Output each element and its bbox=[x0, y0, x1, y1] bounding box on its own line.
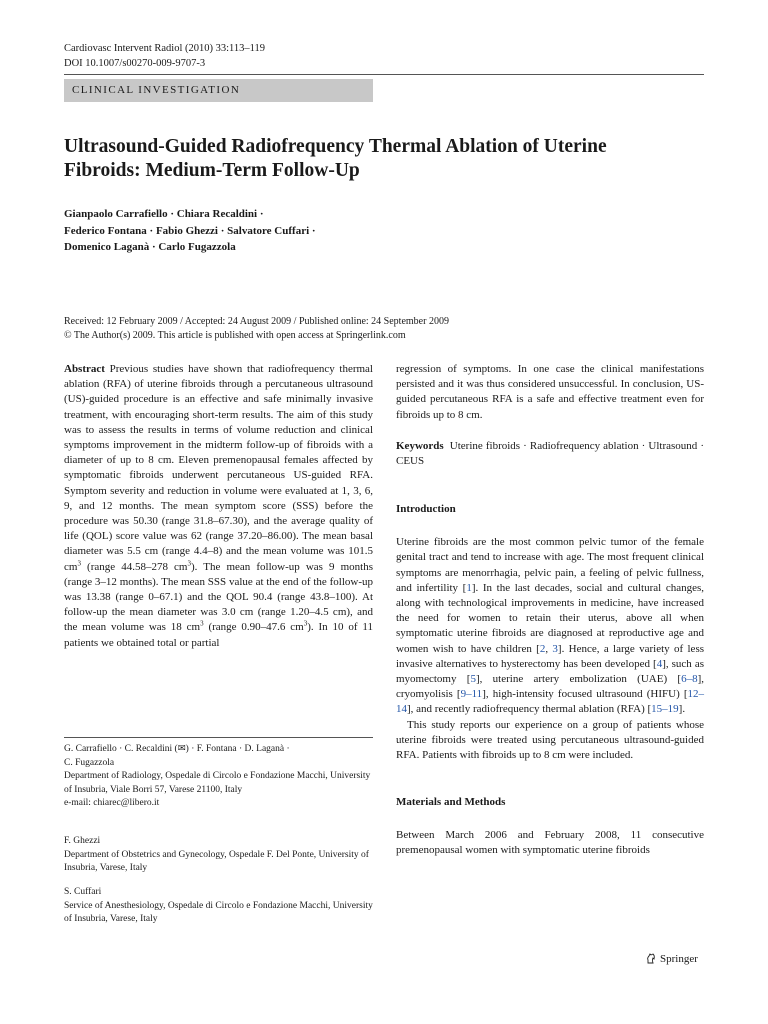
affiliation-block-1 bbox=[64, 743, 373, 811]
author-list bbox=[64, 206, 704, 256]
publisher-footer bbox=[645, 952, 698, 966]
abstract-text: (range 44.58–278 cm bbox=[80, 560, 188, 573]
reference-link[interactable]: 12–14 bbox=[396, 688, 704, 716]
author-line: Federico Fontana · Fabio Ghezzi · Salvatore Cuffari · bbox=[64, 224, 316, 237]
intro-text: ], cryomyolisis [ bbox=[396, 673, 704, 701]
affiliation-name: S. Cuffari bbox=[64, 887, 102, 897]
author-line: Domenico Laganà · Carlo Fugazzola bbox=[64, 241, 236, 253]
affiliation-department: Department of Obstetrics and Gynecology, Ospedale F. Del Ponte, University of Insubria, Varese, Italy bbox=[64, 849, 369, 874]
reference-link[interactable]: 6–8 bbox=[681, 673, 698, 686]
superscript: 3 bbox=[77, 558, 81, 567]
superscript: 3 bbox=[187, 558, 191, 567]
reference-link[interactable]: 4 bbox=[656, 657, 663, 670]
section-banner bbox=[64, 79, 373, 102]
affiliation-authors-text: ) · F. Fontana · D. Laganà · bbox=[185, 744, 290, 754]
abstract-text: ). The mean follow-up was 9 months (range 3–12 months). The mean SSS value at the end of the follow-up was 13.38 (range 0–67.1) and the QOL 90.4 (range 43.8–100). At follow-up the mean diameter was 3.0 cm (range 1.20–4.5 cm), and the mean volume was 18 cm bbox=[64, 560, 373, 634]
right-column bbox=[396, 362, 704, 859]
abstract-text: (range 0.90–47.6 cm bbox=[203, 621, 304, 634]
reference-link[interactable]: 5 bbox=[470, 673, 476, 686]
introduction-heading: Introduction bbox=[396, 503, 456, 516]
reference-link[interactable]: 15–19 bbox=[651, 703, 679, 716]
affiliation-block-3 bbox=[64, 886, 373, 927]
intro-text: ]. Hence, a large variety of less invasive alternatives to hysterectomy has been developed [ bbox=[396, 642, 704, 670]
abstract-block bbox=[64, 362, 373, 651]
reference-link[interactable]: 2 bbox=[539, 642, 546, 655]
abstract-continuation: regression of symptoms. In one case the clinical manifestations persisted and it was thus considered unsuccessful. In conclusion, US-guided percutaneous RFA is a safe and effective treatment even for fibroids up to 8 cm. bbox=[396, 363, 704, 421]
copyright-line: © The Author(s) 2009. This article is published with open access at Springerlink.com bbox=[64, 330, 406, 341]
intro-text: ], uterine artery embolization (UAE) [ bbox=[475, 673, 682, 686]
article-title bbox=[64, 135, 704, 183]
publication-dates bbox=[64, 315, 704, 343]
author-line: Gianpaolo Carrafiello · Chiara Recaldini · bbox=[64, 208, 264, 220]
affiliation-name: F. Ghezzi bbox=[64, 836, 101, 846]
footnote-rule bbox=[64, 737, 373, 738]
intro-text: ]. In the last decades, social and cultural changes, along with technological improvements in medicine, have increased the need for women to retain their uterus, above all when symptomatic uterine fibroids are diagnosed at reproductive age and women wish to have children [ bbox=[396, 581, 704, 655]
intro-text: Uterine fibroids are the most common pelvic tumor of the female genital tract and tend to increase with age. The most frequent clinical symptoms are menorrhagia, pelvic pain, a feeling of pelvic fullness, and infertility [ bbox=[396, 536, 704, 594]
keywords-label: Keywords bbox=[396, 439, 444, 452]
envelope-icon: ✉ bbox=[177, 744, 186, 754]
journal-citation: Cardiovasc Intervent Radiol (2010) 33:113–119 bbox=[64, 43, 266, 54]
abstract-text: Previous studies have shown that radiofrequency thermal ablation (RFA) of uterine fibroids through a percutaneous ultrasound (US)-guided procedure is an effective and safe minimally invasive treatment, with encouraging short-term results. The aim of this study was to assess the results in terms of volume reduction and clinical symptoms improvement in the midterm follow-up of fibroids with a diameter of up to 8 cm. Eleven premenopausal females affected by symptomatic fibroids underwent percutaneous US-guided RFA. Symptom severity and reduction in volume were evaluated at 1, 3, 6, 9, and 12 months. The mean symptom score (SSS) before the procedure was 50.30 (range 31.8–67.30), and the average quality of life (QOL) score value was 62 (range 37.20–86.00). The mean basal diameter was 5.5 cm (range 4.4–8) and the mean volume was 101.5 cm bbox=[64, 363, 373, 573]
introduction-paragraph bbox=[396, 535, 704, 717]
reference-link[interactable]: 1 bbox=[466, 581, 472, 594]
intro-text: ], high-intensity focused ultrasound (HIFU) [ bbox=[482, 688, 688, 701]
affiliation-block-2 bbox=[64, 835, 373, 876]
reference-link[interactable]: 3 bbox=[552, 642, 558, 655]
title-line: Fibroids: Medium-Term Follow-Up bbox=[64, 160, 360, 181]
title-line: Ultrasound-Guided Radiofrequency Thermal Ablation of Uterine bbox=[64, 136, 607, 157]
received-line: Received: 12 February 2009 / Accepted: 24 August 2009 / Published online: 24 September 2009 bbox=[64, 316, 449, 327]
intro-text: ]. bbox=[678, 703, 686, 716]
affiliation-department: Department of Radiology, Ospedale di Circolo e Fondazione Macchi, University of Insubria, Viale Borri 57, Varese 21100, Italy bbox=[64, 771, 371, 795]
methods-paragraph: Between March 2006 and February 2008, 11 consecutive premenopausal women with symptomatic uterine fibroids bbox=[396, 829, 704, 857]
affiliation-authors bbox=[64, 743, 373, 757]
introduction-paragraph-2: This study reports our experience on a group of patients whose uterine fibroids were treated using percutaneous ultrasound-guided RFA. Patients with fibroids up to 8 cm were included. bbox=[396, 718, 704, 762]
email-link[interactable]: e-mail: chiarec@libero.it bbox=[64, 798, 160, 809]
superscript: 3 bbox=[200, 619, 204, 628]
keywords-text: Uterine fibroids · Radiofrequency ablation · Ultrasound · CEUS bbox=[396, 439, 704, 468]
abstract-label: Abstract bbox=[64, 363, 105, 375]
methods-heading: Materials and Methods bbox=[396, 796, 506, 809]
springer-knight-icon bbox=[645, 952, 657, 964]
reference-link[interactable]: 9–11 bbox=[460, 688, 483, 701]
affiliation-authors-text: C. Fugazzola bbox=[64, 757, 115, 768]
superscript: 3 bbox=[303, 619, 308, 628]
keywords-block bbox=[396, 439, 704, 469]
publisher-name: Springer bbox=[660, 953, 698, 965]
header-rule bbox=[64, 74, 704, 75]
intro-text: ], such as myomectomy [ bbox=[396, 657, 704, 686]
affiliation-department: Service of Anesthesiology, Ospedale di Circolo e Fondazione Macchi, University of Insubria, Varese, Italy bbox=[64, 900, 373, 925]
affiliation-authors-text: G. Carrafiello · C. Recaldini ( bbox=[64, 744, 178, 754]
abstract-text: ). In 10 of 11 patients we obtained total or partial bbox=[64, 621, 373, 649]
intro-text: , bbox=[545, 642, 553, 655]
doi-line: DOI 10.1007/s00270-009-9707-3 bbox=[64, 58, 206, 69]
journal-header bbox=[64, 41, 265, 71]
section-label: CLINICAL INVESTIGATION bbox=[72, 84, 241, 96]
intro-text: ], and recently radiofrequency thermal ablation (RFA) [ bbox=[407, 703, 652, 716]
